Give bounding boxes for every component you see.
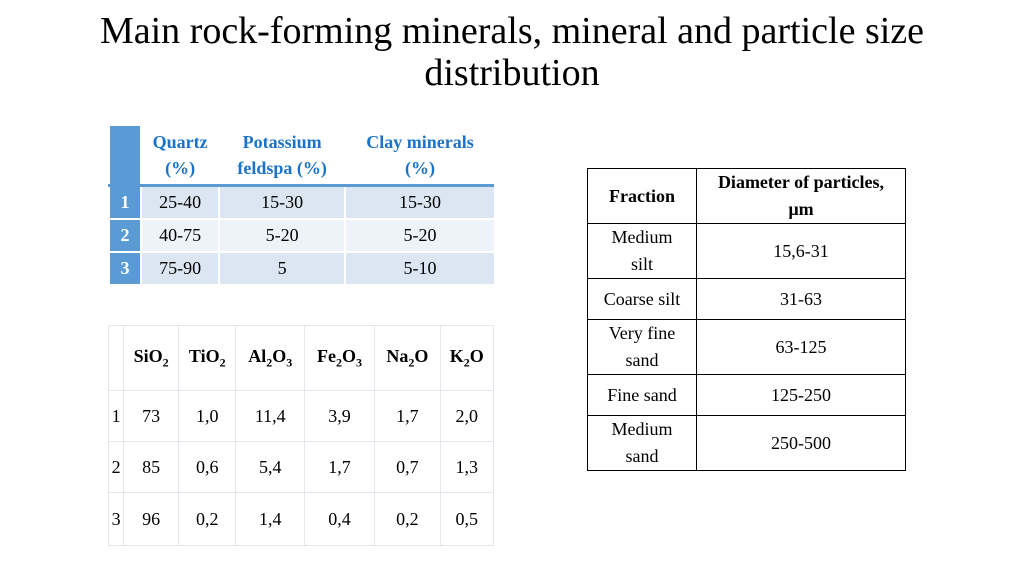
table-cell: 85 [124, 442, 179, 493]
table-cell: 5-20 [219, 219, 345, 252]
fractions-header-row [588, 169, 906, 224]
table-cell: 40-75 [141, 219, 219, 252]
table-row [588, 279, 906, 320]
table-cell: 1,0 [179, 391, 236, 442]
table-row [588, 416, 906, 471]
table-row [109, 442, 494, 493]
table-cell: 1,7 [305, 442, 375, 493]
table-cell: 0,2 [179, 493, 236, 546]
fraction-cell: Medium silt [588, 224, 697, 279]
oxide-header-al2o3: $Al_2O_3$ [236, 326, 305, 391]
table-cell: 11,4 [236, 391, 305, 442]
oxides-table [108, 325, 494, 546]
row-number: 3 [109, 493, 124, 546]
oxide-header-na2o: $Na_2O$ [375, 326, 441, 391]
row-number: 3 [109, 252, 141, 285]
row-number: 2 [109, 442, 124, 493]
diameter-header: Diameter of particles, µm [697, 169, 906, 224]
page-title: Main rock-forming minerals, mineral and particle size distribution [99, 10, 925, 94]
table-row [109, 493, 494, 546]
fraction-cell: Very fine sand [588, 320, 697, 375]
table-row [109, 186, 494, 220]
row-number: 1 [109, 391, 124, 442]
table-cell: 0,4 [305, 493, 375, 546]
fractions-table [587, 168, 906, 471]
oxide-header-fe2o3: $Fe_2O_3$ [305, 326, 375, 391]
oxide-header-sio2: SiO$_2$ [124, 326, 179, 391]
minerals-header-clay: Clay minerals (%) [345, 126, 494, 186]
table-cell: 0,2 [375, 493, 441, 546]
fraction-cell: Fine sand [588, 375, 697, 416]
table-cell: 96 [124, 493, 179, 546]
diameter-cell: 250-500 [697, 416, 906, 471]
minerals-table [108, 126, 494, 286]
minerals-corner-cell [109, 126, 141, 186]
table-row [109, 252, 494, 285]
diameter-cell: 63-125 [697, 320, 906, 375]
table-cell: 0,7 [375, 442, 441, 493]
fraction-cell: Medium sand [588, 416, 697, 471]
table-cell: 1,7 [375, 391, 441, 442]
diameter-cell: 15,6-31 [697, 224, 906, 279]
table-cell: 73 [124, 391, 179, 442]
row-number: 1 [109, 186, 141, 220]
table-row [109, 391, 494, 442]
minerals-header-feldspar: Potassium feldspa (%) [219, 126, 345, 186]
table-cell: 3,9 [305, 391, 375, 442]
table-cell: 5 [219, 252, 345, 285]
fraction-header: Fraction [588, 169, 697, 224]
table-cell: 15-30 [345, 186, 494, 220]
minerals-header-quartz: Quartz (%) [141, 126, 219, 186]
table-cell: 2,0 [440, 391, 493, 442]
oxide-header-tio2: TiO$_2$ [179, 326, 236, 391]
table-cell: 5-20 [345, 219, 494, 252]
table-row [588, 375, 906, 416]
oxide-header-k2o: $K_2O$ [440, 326, 493, 391]
diameter-cell: 125-250 [697, 375, 906, 416]
table-cell: 1,4 [236, 493, 305, 546]
row-number: 2 [109, 219, 141, 252]
table-cell: 25-40 [141, 186, 219, 220]
table-cell: 1,3 [440, 442, 493, 493]
minerals-header-row [109, 126, 494, 186]
table-cell: 0,6 [179, 442, 236, 493]
table-cell: 15-30 [219, 186, 345, 220]
diameter-cell: 31-63 [697, 279, 906, 320]
table-cell: 5,4 [236, 442, 305, 493]
table-cell: 5-10 [345, 252, 494, 285]
table-cell: 0,5 [440, 493, 493, 546]
oxides-header-row [109, 326, 494, 391]
table-cell: 75-90 [141, 252, 219, 285]
table-row [588, 320, 906, 375]
table-row [109, 219, 494, 252]
table-row [588, 224, 906, 279]
fraction-cell: Coarse silt [588, 279, 697, 320]
oxides-corner-cell [109, 326, 124, 391]
